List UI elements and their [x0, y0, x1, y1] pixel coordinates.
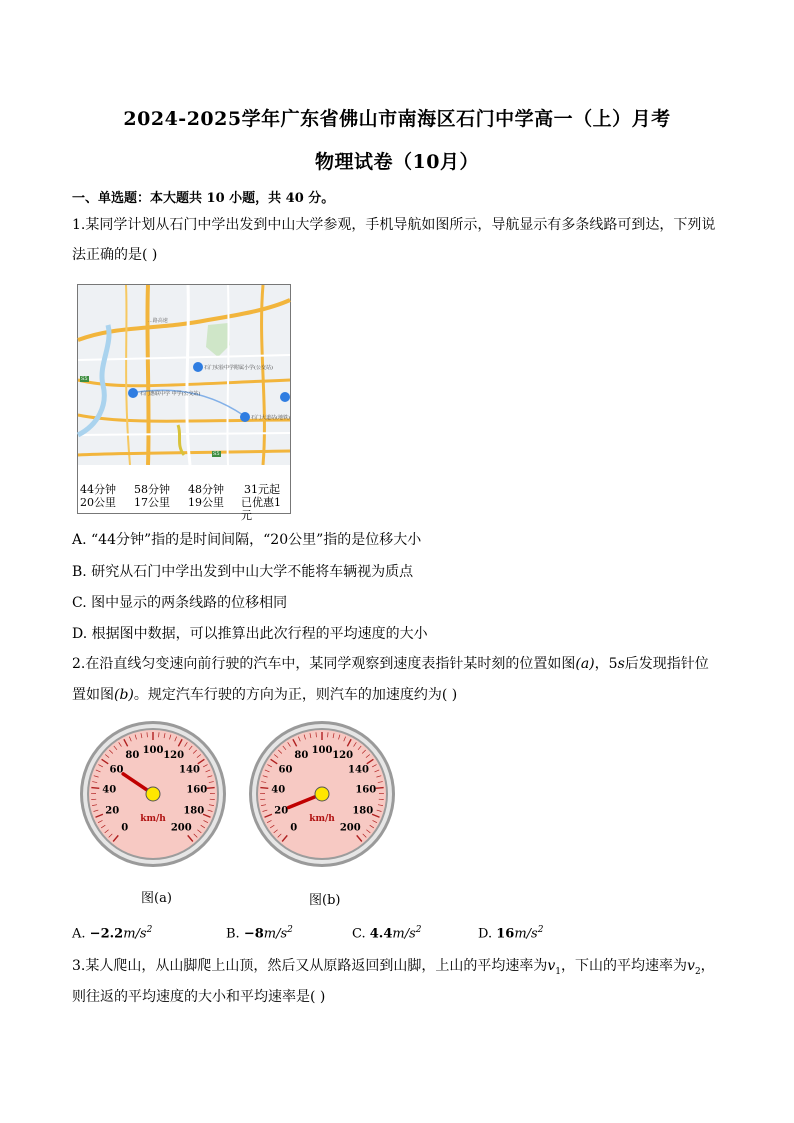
page-title: 2024-2025学年广东省佛山市南海区石门中学高一（上）月考 — [123, 108, 671, 130]
route-4-price: 31元起 — [244, 483, 280, 496]
map-poi-1: 石门实验中学附属小学(公交站) — [204, 365, 273, 371]
route-1-dist: 20公里 — [80, 496, 116, 509]
gauge-hub — [315, 787, 329, 801]
gauge-tick-label: 40 — [102, 784, 117, 796]
gauge-unit-label: km/h — [140, 814, 166, 824]
q2-stem-line1: 2.在沿直线匀变速向前行驶的汽车中，某同学观察到速度表指针某时刻的位置如图(a)，5s后发现指针位 — [72, 656, 709, 672]
gauge-tick — [207, 788, 215, 789]
gauge-tick — [260, 788, 268, 789]
gauge-tick-label: 160 — [355, 784, 377, 796]
navigation-map — [77, 284, 291, 522]
q2-choice-d: D. $16m/s^2$ — [478, 925, 544, 942]
q1-option-c: C. 图中显示的两条线路的位移相同 — [72, 595, 288, 611]
q2-choice-a: A. $-2.2m/s^2$ — [72, 925, 153, 942]
map-highway-badge-2: S5 — [213, 451, 220, 457]
gauge-tick-label: 200 — [339, 822, 361, 834]
route-3 — [188, 483, 224, 509]
q1-stem-line1: 1.某同学计划从石门中学出发到中山大学参观，手机导航如图所示，导航显示有多条线路可到达，下列说 — [72, 217, 716, 233]
gauge-tick-label: 180 — [183, 805, 205, 817]
gauge-tick-label: 160 — [186, 784, 208, 796]
map-poi-3: 石门大道站(地铁) — [251, 415, 290, 421]
gauge-tick-label: 60 — [109, 764, 124, 776]
route-1 — [80, 483, 116, 509]
gauge-tick-label: 180 — [352, 805, 374, 817]
gauge-hub — [146, 787, 160, 801]
speedometer-a — [78, 718, 228, 870]
gauge-tick-label: 80 — [125, 750, 140, 762]
gauge-tick-label: 20 — [274, 805, 289, 817]
gauge-tick-label: 20 — [105, 805, 120, 817]
gauge-tick-label: 60 — [278, 764, 293, 776]
route-2-time: 58分钟 — [134, 483, 170, 496]
caption-a: 图(a) — [141, 891, 172, 906]
gauge-tick-label: 120 — [163, 750, 185, 762]
gauge-tick — [376, 788, 384, 789]
q1-option-a: A. “44分钟”指的是时间间隔，“20公里”指的是位移大小 — [72, 532, 422, 548]
route-2 — [134, 483, 170, 509]
caption-b: 图(b) — [309, 893, 341, 908]
gauge-tick-label: 120 — [332, 750, 354, 762]
gauge-unit-label: km/h — [309, 814, 335, 824]
q2-stem-line2: 置如图(b)。规定汽车行驶的方向为正，则汽车的加速度约为( ) — [72, 687, 458, 703]
speedometer-b — [247, 718, 397, 870]
gauge-tick — [91, 788, 99, 789]
route-3-dist: 19公里 — [188, 496, 224, 509]
map-road-label: ...路高速 — [148, 318, 168, 324]
route-3-time: 48分钟 — [188, 483, 224, 496]
route-1-time: 44分钟 — [80, 483, 116, 496]
page-subtitle: 物理试卷（10月） — [315, 151, 479, 173]
map-highway-badge: S5 — [81, 376, 88, 382]
map-poi-2: 石门惠联中学 中学(公交站) — [140, 391, 201, 397]
q2-choice-b: B. $-8m/s^2$ — [226, 925, 293, 942]
q3-stem-line2: 则往返的平均速度的大小和平均速率是( ) — [72, 989, 326, 1005]
gauge-tick-label: 80 — [294, 750, 309, 762]
gauge-tick-label: 0 — [290, 822, 298, 834]
route-4 — [241, 483, 290, 522]
q2-choice-c: C. $4.4m/s^2$ — [352, 925, 422, 942]
gauge-tick-label: 100 — [311, 745, 333, 756]
gauge-tick-label: 100 — [142, 745, 164, 756]
q1-option-d: D. 根据图中数据，可以推算出此次行程的平均速度的大小 — [72, 626, 428, 642]
route-2-dist: 17公里 — [134, 496, 170, 509]
q3-stem-line1: 3.某人爬山，从山脚爬上山顶，然后又从原路返回到山脚，上山的平均速率为$v_1$，下山的平均速率为$v_2$， — [72, 958, 715, 977]
gauge-tick-label: 140 — [179, 764, 200, 776]
q1-stem-line2: 法正确的是( ) — [72, 247, 158, 263]
gauge-tick-label: 140 — [348, 764, 369, 776]
map-roads — [78, 285, 290, 513]
gauge-tick-label: 200 — [170, 822, 192, 834]
route-4-discount: 已优惠1元 — [241, 496, 281, 522]
section-heading: 一、单选题：本大题共 10 小题，共 40 分。 — [72, 191, 335, 206]
gauge-tick-label: 40 — [271, 784, 286, 796]
gauge-tick-label: 0 — [121, 822, 129, 834]
q1-option-b: B. 研究从石门中学出发到中山大学不能将车辆视为质点 — [72, 564, 414, 580]
